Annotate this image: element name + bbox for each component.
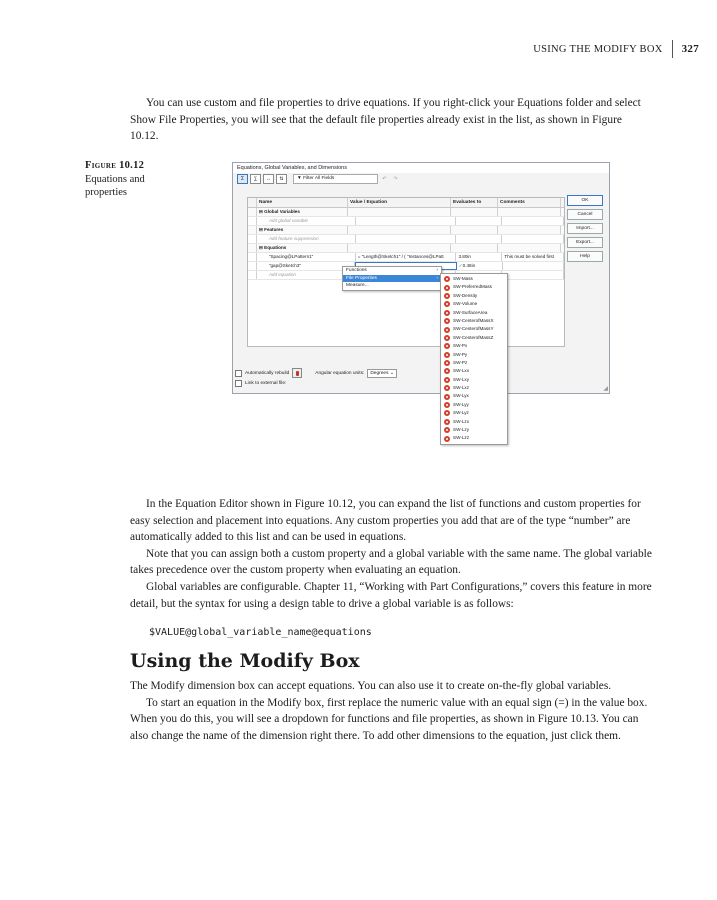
- undo-icon[interactable]: ↶: [382, 176, 387, 182]
- cancel-button[interactable]: Cancel: [567, 209, 603, 220]
- property-icon: [444, 343, 450, 349]
- submenu-item[interactable]: SW-Lyz: [441, 409, 507, 417]
- intro-block: [130, 95, 652, 145]
- page-number: 327: [681, 43, 699, 55]
- property-icon: [444, 360, 450, 366]
- property-icon: [444, 410, 450, 416]
- dialog-buttons: [567, 195, 603, 262]
- submenu-item[interactable]: SW-CenterofMassY: [441, 325, 507, 333]
- property-icon: [444, 394, 450, 400]
- figure-label: Figure 10.12: [85, 160, 145, 171]
- submenu-item[interactable]: SW-SurfaceArea: [441, 309, 507, 317]
- auto-rebuild-label: Automatically rebuild: [245, 370, 290, 376]
- grid-header: [248, 198, 564, 208]
- table-row[interactable]: "gap@Sketch3" ✓0.48in: [248, 262, 564, 271]
- section-heading: Using the Modify Box: [130, 650, 360, 672]
- table-row[interactable]: Add global variable: [248, 217, 564, 226]
- link-external-label: Link to external file:: [245, 380, 287, 386]
- angular-units-label: Angular equation units:: [315, 370, 365, 376]
- dialog-toolbar: [233, 173, 609, 185]
- chevron-right-icon: ›: [436, 268, 438, 273]
- submenu-item[interactable]: SW-Px: [441, 342, 507, 350]
- table-row[interactable]: ⊟ Features: [248, 226, 564, 235]
- section-body: [130, 678, 652, 744]
- column-comments[interactable]: Comments: [498, 198, 561, 207]
- resize-grip-icon[interactable]: ◢: [603, 386, 608, 392]
- menu-item-file-properties[interactable]: File Properties ›: [343, 275, 441, 283]
- ok-button[interactable]: OK: [567, 195, 603, 206]
- property-icon: [444, 419, 450, 425]
- paragraph: To start an equation in the Modify box, first replace the numeric value with an equal sign (=) in the value box. When you do this, you will see a dropdown for functions and file properties, as shown in Figure 10.13. You can also change the name of the dimension right there. To add other dimensions to the equation, just click them.: [130, 696, 648, 742]
- submenu-item[interactable]: SW-Lyx: [441, 392, 507, 400]
- column-value[interactable]: Value / Equation: [348, 198, 451, 207]
- submenu-item[interactable]: SW-Lzy: [441, 426, 507, 434]
- intro-paragraph: You can use custom and file properties to drive equations. If you right-click your Equations folder and select Show File Properties, you will see that the default file properties already exist in the list, as shown in Figure 10.12.: [130, 97, 641, 143]
- submenu-item[interactable]: SW-PreferredMass: [441, 283, 507, 291]
- submenu-item[interactable]: SW-Lxy: [441, 376, 507, 384]
- rebuild-icon[interactable]: [292, 368, 302, 378]
- submenu-item[interactable]: SW-Py: [441, 351, 507, 359]
- chevron-right-icon: ›: [436, 275, 438, 281]
- link-external-checkbox[interactable]: [235, 380, 242, 387]
- property-icon: [444, 377, 450, 383]
- equation-view-icon[interactable]: Σ: [237, 174, 248, 184]
- submenu-item[interactable]: SW-Lzz: [441, 434, 507, 442]
- redo-icon[interactable]: ↷: [393, 176, 398, 182]
- paragraph: Global variables are configurable. Chapter 11, “Working with Part Configurations,” covers this feature in more detail, but the syntax for using a design table to drive a global variable is as follows:: [130, 580, 652, 610]
- dimension-view-icon[interactable]: ↔: [263, 174, 274, 184]
- submenu-item[interactable]: SW-Density: [441, 292, 507, 300]
- table-row[interactable]: ⊟ Global Variables: [248, 208, 564, 217]
- filter-input[interactable]: ▼ Filter All Fields: [293, 174, 378, 184]
- submenu-item[interactable]: SW-Volume: [441, 300, 507, 308]
- submenu-item[interactable]: SW-Lyy: [441, 401, 507, 409]
- table-row[interactable]: "Spacing@LPattern1" = "Length@Sketch1" / ( "Instances@LPatt 3.80in This must be solved first: [248, 253, 564, 262]
- menu-item-measure[interactable]: Measure...: [346, 283, 369, 288]
- property-icon: [444, 335, 450, 341]
- paragraph: The Modify dimension box can accept equations. You can also use it to create on-the-fly global variables.: [130, 680, 612, 692]
- property-icon: [444, 368, 450, 374]
- dialog-title: Equations, Global Variables, and Dimensions: [233, 163, 609, 173]
- checkmark-icon[interactable]: ✓: [458, 263, 463, 268]
- column-name[interactable]: Name: [257, 198, 348, 207]
- submenu-item[interactable]: SW-Lxz: [441, 384, 507, 392]
- running-head: [533, 40, 699, 58]
- figure-caption-text: Equations and properties: [85, 173, 145, 198]
- help-button[interactable]: Help: [567, 251, 603, 262]
- sketch-equation-view-icon[interactable]: ∑: [250, 174, 261, 184]
- running-head-divider: [672, 40, 673, 58]
- property-icon: [444, 301, 450, 307]
- paragraph: In the Equation Editor shown in Figure 10.12, you can expand the list of functions and custom properties for easy selection and placement into equations. Any custom properties you add that are of the type “number” are automatically added to this list and can be used in equations.: [130, 498, 641, 544]
- submenu-item[interactable]: SW-Mass: [441, 275, 507, 283]
- ordered-view-icon[interactable]: ⇅: [276, 174, 287, 184]
- property-icon: [444, 327, 450, 333]
- table-row[interactable]: Add equation: [248, 271, 564, 280]
- submenu-item[interactable]: SW-Lzx: [441, 418, 507, 426]
- paragraph: Note that you can assign both a custom property and a global variable with the same name. The global variable takes precedence over the custom property when evaluating an equation.: [130, 547, 652, 577]
- figure-caption: [85, 159, 175, 200]
- menu-item-functions[interactable]: Functions ›: [346, 268, 438, 273]
- running-head-title: USING THE MODIFY BOX: [533, 43, 663, 55]
- property-icon: [444, 293, 450, 299]
- table-row[interactable]: ⊟ Equations: [248, 244, 564, 253]
- property-icon: [444, 352, 450, 358]
- export-button[interactable]: Export...: [567, 237, 603, 248]
- property-icon: [444, 427, 450, 433]
- context-menu: [342, 266, 442, 291]
- property-icon: [444, 276, 450, 282]
- import-button[interactable]: Import...: [567, 223, 603, 234]
- property-icon: [444, 436, 450, 442]
- body-after-figure: [130, 496, 652, 612]
- table-row[interactable]: Add feature suppression: [248, 235, 564, 244]
- submenu-item[interactable]: SW-CenterofMassX: [441, 317, 507, 325]
- angular-units-select[interactable]: Degrees ⌄: [367, 369, 397, 378]
- property-icon: [444, 285, 450, 291]
- file-properties-submenu: [440, 273, 508, 445]
- property-icon: [444, 310, 450, 316]
- property-icon: [444, 318, 450, 324]
- filter-placeholder: Filter All Fields: [303, 176, 335, 181]
- submenu-item[interactable]: SW-CenterofMassZ: [441, 334, 507, 342]
- code-line: $VALUE@global_variable_name@equations: [149, 627, 372, 638]
- property-icon: [444, 402, 450, 408]
- column-evaluates[interactable]: Evaluates to: [451, 198, 498, 207]
- property-icon: [444, 385, 450, 391]
- auto-rebuild-checkbox[interactable]: [235, 370, 242, 377]
- submenu-item[interactable]: SW-Pz: [441, 359, 507, 367]
- submenu-item[interactable]: SW-Lxx: [441, 367, 507, 375]
